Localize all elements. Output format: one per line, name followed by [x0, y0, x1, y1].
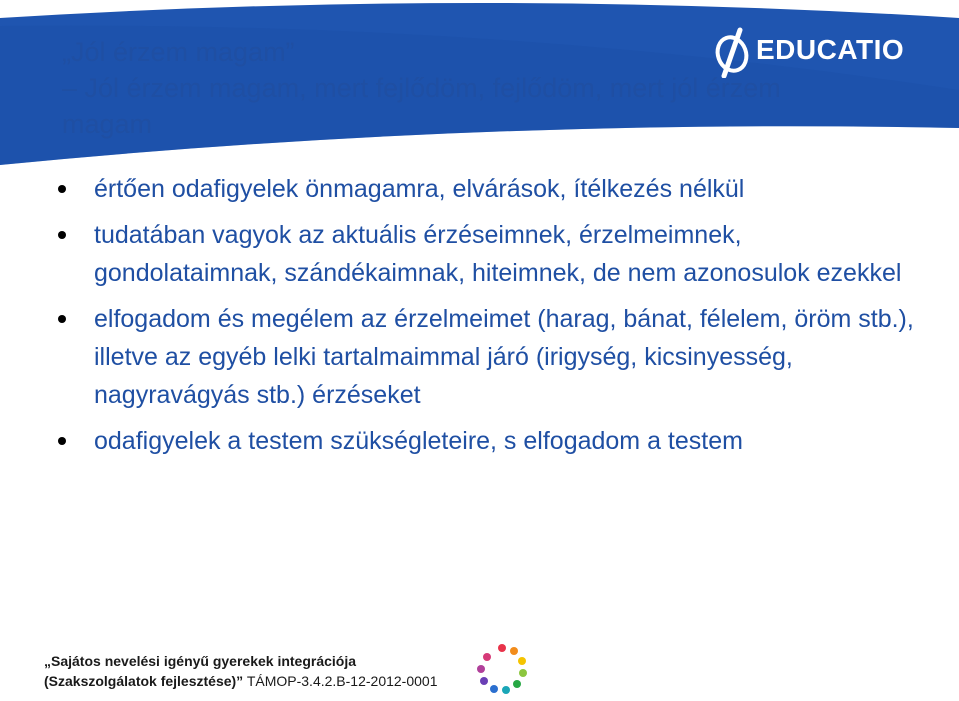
bullet-dot-icon — [58, 185, 66, 193]
bullet-text: tudatában vagyok az aktuális érzéseimnek, érzelmeimnek, gondolataimnak, szándékaimnak, hiteimnek, de nem azonosulok ezekkel — [94, 221, 902, 287]
bullet-list — [56, 170, 926, 468]
bullet-dot-icon — [58, 231, 66, 239]
title-line-2: – Jól érzem magam, mert fejlődöm, fejlődöm, mert jól érzem — [62, 73, 781, 103]
footer-project-text — [44, 651, 474, 691]
bullet-item — [56, 300, 926, 414]
bullet-dot-icon — [58, 315, 66, 323]
bullet-dot-icon — [58, 437, 66, 445]
footer-line-2-bold: (Szakszolgálatok fejlesztése)” — [44, 673, 244, 689]
bullet-item — [56, 170, 926, 208]
footer-project-code: TÁMOP-3.4.2.B-12-2012-0001 — [243, 673, 438, 689]
footer-line-1: „Sajátos nevelési igényű gyerekek integrációja — [44, 653, 357, 669]
footer-line-2 — [44, 671, 474, 691]
educatio-logo-text: EDUCATIO — [756, 34, 905, 65]
title-line-1: „Jól érzem magam” — [62, 37, 295, 67]
bullet-item — [56, 422, 926, 460]
bullet-text: értően odafigyelek önmagamra, elvárások, ítélkezés nélkül — [94, 175, 745, 203]
bullet-item — [56, 216, 926, 292]
bullet-text: elfogadom és megélem az érzelmeimet (harag, bánat, félelem, öröm stb.), illetve az egyéb lelki tartalmaimmal járó (irigység, kicsinyesség, nagyravágyás stb.) érzéseket — [94, 305, 914, 409]
slide-title — [62, 34, 842, 142]
color-dots-logo-icon — [472, 640, 532, 700]
bullet-text: odafigyelek a testem szükségleteire, s elfogadom a testem — [94, 427, 743, 455]
title-line-3: magam — [62, 109, 153, 139]
